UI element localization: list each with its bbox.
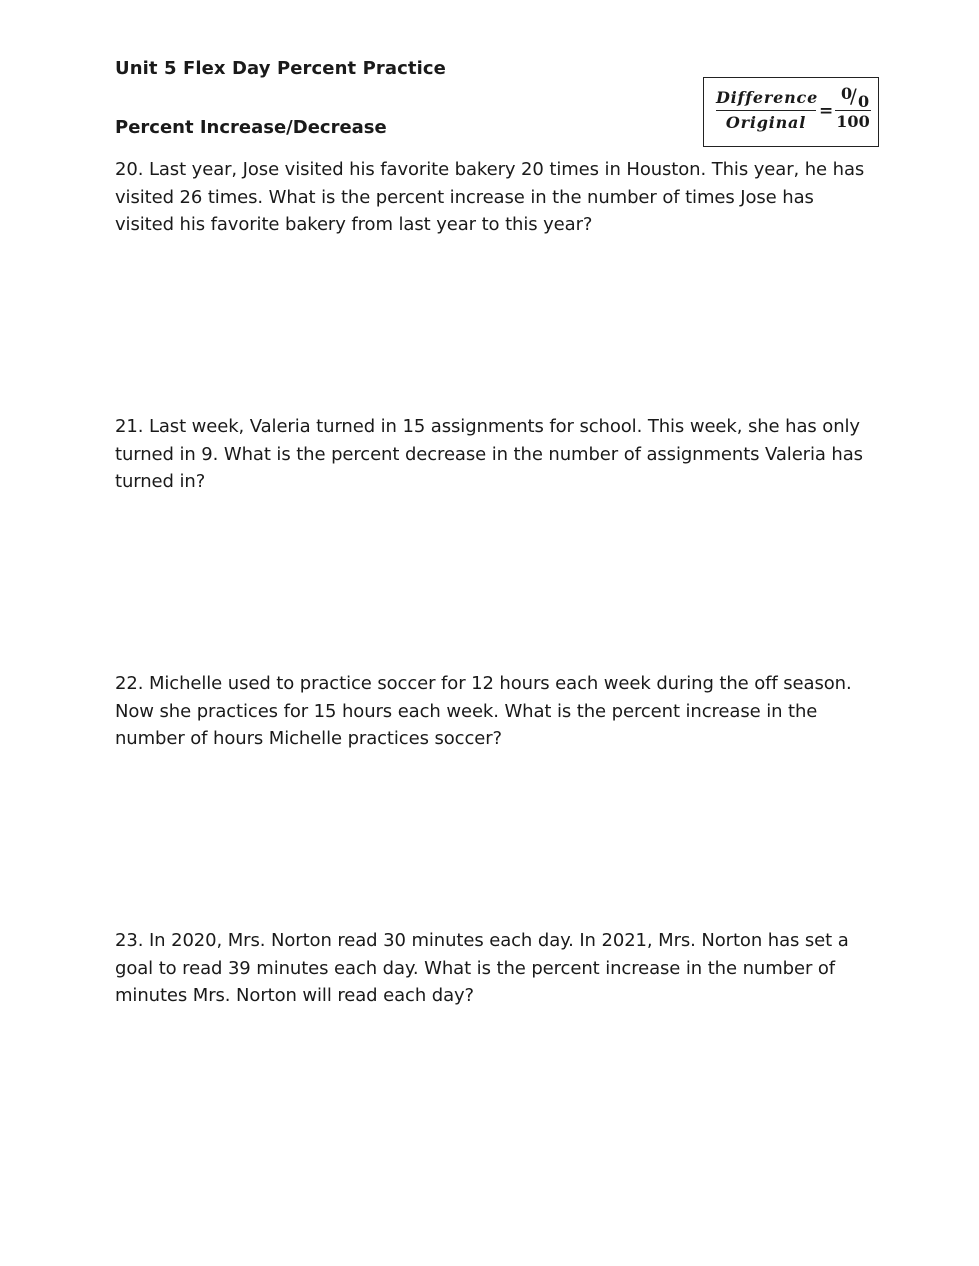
- percent-slash: /: [850, 84, 857, 108]
- formula-numerator: Difference: [716, 88, 819, 107]
- equals-sign: =: [819, 101, 834, 121]
- percent-formula-box: [703, 77, 879, 147]
- section-heading: Percent Increase/Decrease: [115, 117, 387, 138]
- question-20: 20. Last year, Jose visited his favorite bakery 20 times in Houston. This year, he has visited 26 times. What is the percent increase in the number of times Jose has visited his favorite bakery from last year to this year?: [115, 159, 865, 235]
- question-21: 21. Last week, Valeria turned in 15 assignments for school. This week, she has only turned in 9. What is the percent decrease in the number of assignments Valeria has turned in?: [115, 416, 863, 492]
- question-23: 23. In 2020, Mrs. Norton read 30 minutes each day. In 2021, Mrs. Norton has set a goal to read 39 minutes each day. What is the percent increase in the number of minutes Mrs. Norton will read each day?: [115, 930, 849, 1006]
- page-title: Unit 5 Flex Day Percent Practice: [115, 58, 446, 79]
- fraction-bar: [716, 110, 816, 111]
- percent-top-zero: 0: [841, 84, 853, 103]
- percent-bottom-zero: 0: [858, 92, 870, 111]
- percent-over-100-fraction: [835, 84, 871, 132]
- percent-symbol: [835, 84, 871, 111]
- formula-right-denominator: 100: [836, 112, 870, 131]
- formula-denominator: Original: [725, 113, 807, 132]
- difference-over-original-fraction: [716, 88, 819, 133]
- question-22: 22. Michelle used to practice soccer for 12 hours each week during the off season. Now she practices for 15 hours each week. What is the percent increase in the number of hours Michelle practices soccer?: [115, 673, 852, 749]
